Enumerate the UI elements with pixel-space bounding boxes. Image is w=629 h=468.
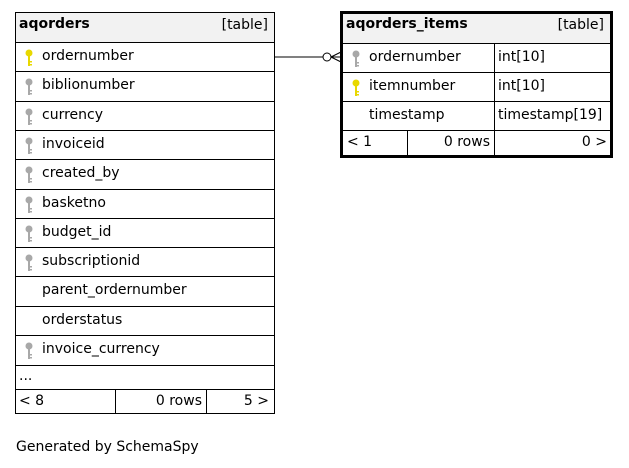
column-row[interactable] bbox=[16, 219, 274, 247]
table-type: [table] bbox=[557, 17, 604, 33]
table-footer bbox=[16, 390, 274, 413]
row-count: 0 rows bbox=[443, 134, 490, 150]
foreign-key-icon bbox=[25, 254, 33, 272]
table-aqorders-items[interactable] bbox=[340, 11, 613, 158]
foreign-key-icon bbox=[25, 137, 33, 155]
footer-cell-divider bbox=[206, 389, 207, 413]
column-row[interactable] bbox=[16, 43, 274, 71]
column-name: itemnumber bbox=[369, 78, 456, 94]
column-datatype: int[10] bbox=[498, 78, 545, 94]
column-row[interactable] bbox=[16, 160, 274, 188]
column-name: ordernumber bbox=[42, 48, 134, 64]
column-row[interactable] bbox=[16, 307, 274, 335]
row-divider bbox=[16, 365, 274, 366]
column-row[interactable] bbox=[343, 44, 610, 72]
footer-cell-divider bbox=[115, 389, 116, 413]
foreign-key-icon bbox=[25, 166, 33, 184]
primary-key-icon bbox=[352, 79, 360, 97]
column-name: invoiceid bbox=[42, 135, 105, 152]
table-header bbox=[16, 13, 274, 43]
parents-count[interactable]: < 8 bbox=[19, 393, 45, 409]
column-row[interactable] bbox=[16, 190, 274, 218]
column-name: timestamp bbox=[369, 107, 445, 123]
column-name: subscriptionid bbox=[42, 253, 141, 270]
foreign-key-icon bbox=[25, 342, 33, 360]
table-footer bbox=[343, 131, 610, 155]
column-row[interactable] bbox=[16, 102, 274, 130]
table-name: aqorders bbox=[19, 16, 90, 32]
foreign-key-icon bbox=[25, 108, 33, 126]
footer-cell-divider bbox=[494, 130, 495, 155]
column-name: parent_ordernumber bbox=[42, 282, 187, 299]
column-name: orderstatus bbox=[42, 311, 123, 328]
ellipsis-row bbox=[16, 366, 274, 391]
primary-key-icon bbox=[25, 49, 33, 67]
column-name: invoice_currency bbox=[42, 341, 160, 357]
table-aqorders[interactable] bbox=[15, 12, 275, 414]
column-row[interactable] bbox=[343, 73, 610, 101]
column-datatype: int[10] bbox=[498, 49, 545, 65]
column-datatype: timestamp[19] bbox=[498, 107, 603, 123]
column-name: biblionumber bbox=[42, 77, 135, 94]
parents-count[interactable]: < 1 bbox=[347, 134, 373, 150]
zero-cardinality-circle bbox=[323, 53, 331, 61]
row-count: 0 rows bbox=[155, 393, 202, 409]
column-name: basketno bbox=[42, 194, 106, 211]
column-type-divider bbox=[494, 43, 495, 130]
column-name: ordernumber bbox=[369, 49, 461, 65]
column-row[interactable] bbox=[16, 277, 274, 305]
footer-cell-divider bbox=[407, 130, 408, 155]
column-name: budget_id bbox=[42, 223, 112, 240]
foreign-key-icon bbox=[352, 50, 360, 68]
table-header bbox=[343, 14, 610, 43]
children-count[interactable]: 5 > bbox=[243, 393, 269, 409]
table-name: aqorders_items bbox=[346, 16, 468, 32]
column-row[interactable] bbox=[16, 131, 274, 159]
table-type: [table] bbox=[221, 17, 268, 33]
column-row[interactable] bbox=[343, 102, 610, 130]
column-row[interactable] bbox=[16, 72, 274, 100]
column-name: created_by bbox=[42, 165, 120, 182]
foreign-key-icon bbox=[25, 196, 33, 214]
more-columns-ellipsis: ... bbox=[19, 368, 33, 384]
column-row[interactable] bbox=[16, 248, 274, 276]
column-name: currency bbox=[42, 106, 103, 123]
column-row[interactable] bbox=[16, 336, 274, 364]
foreign-key-icon bbox=[25, 225, 33, 243]
generated-by-text: Generated by SchemaSpy bbox=[16, 439, 199, 455]
foreign-key-icon bbox=[25, 78, 33, 96]
children-count[interactable]: 0 > bbox=[581, 134, 607, 150]
